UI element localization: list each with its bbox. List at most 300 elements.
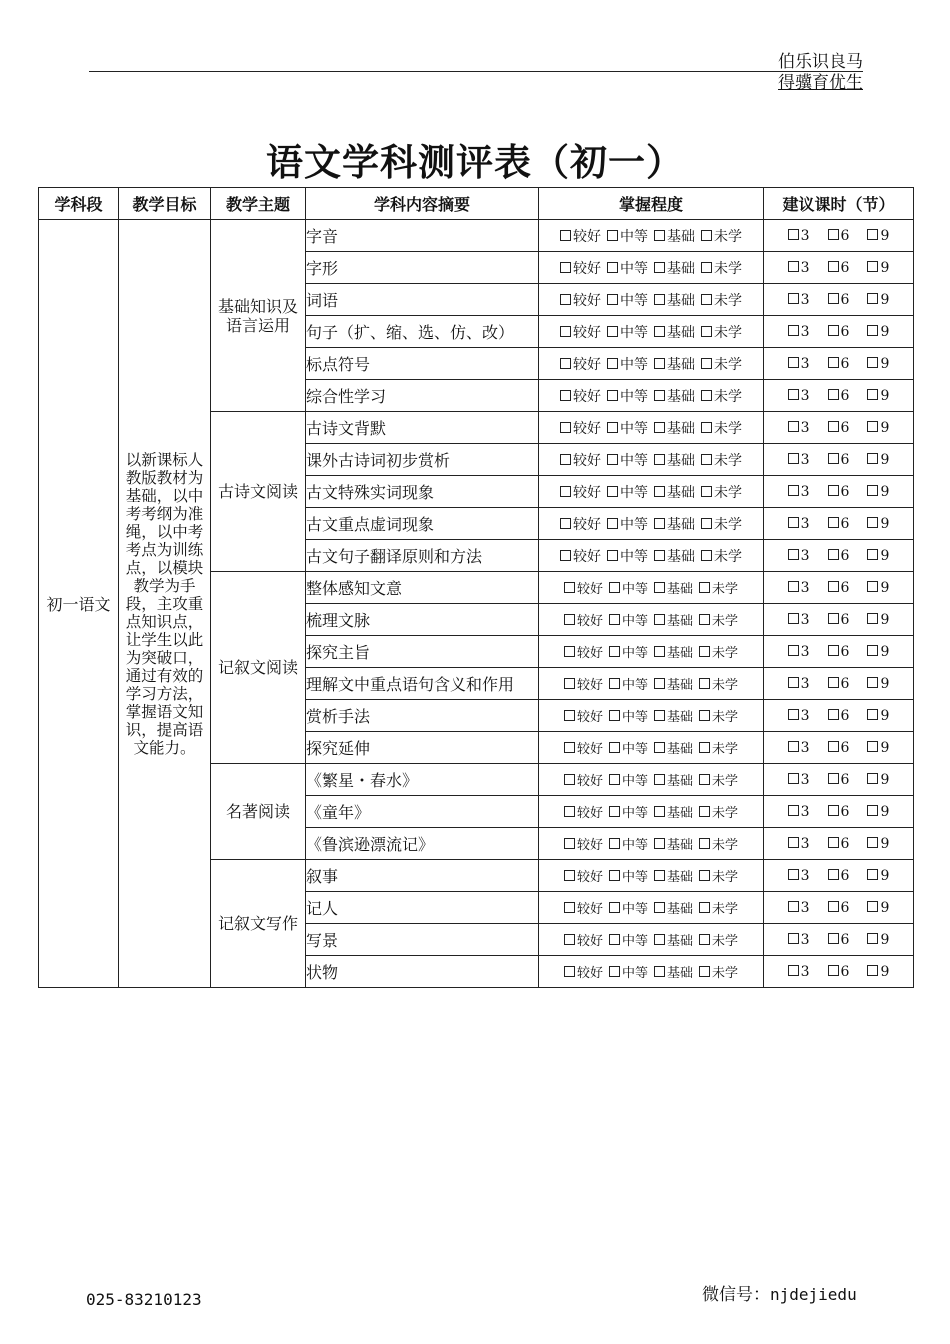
hours-option[interactable] <box>867 932 889 948</box>
hours-option[interactable] <box>828 836 850 852</box>
checkbox-icon[interactable] <box>788 677 799 688</box>
checkbox-icon[interactable] <box>699 646 710 657</box>
checkbox-icon[interactable] <box>654 582 665 593</box>
hours-option[interactable] <box>828 612 850 628</box>
checkbox-icon[interactable] <box>828 293 839 304</box>
checkbox-icon[interactable] <box>867 421 878 432</box>
checkbox-icon[interactable] <box>867 741 878 752</box>
checkbox-icon[interactable] <box>564 614 575 625</box>
mastery-option[interactable] <box>609 706 648 725</box>
checkbox-icon[interactable] <box>609 838 620 849</box>
checkbox-icon[interactable] <box>701 358 712 369</box>
mastery-option[interactable] <box>701 482 742 502</box>
checkbox-icon[interactable] <box>867 837 878 848</box>
checkbox-icon[interactable] <box>788 901 799 912</box>
checkbox-icon[interactable] <box>701 454 712 465</box>
mastery-option[interactable] <box>654 770 693 789</box>
hours-option[interactable] <box>788 260 810 276</box>
checkbox-icon[interactable] <box>564 966 575 977</box>
hours-option[interactable] <box>867 612 889 628</box>
checkbox-icon[interactable] <box>654 326 665 337</box>
mastery-option[interactable] <box>699 738 738 757</box>
checkbox-icon[interactable] <box>788 293 799 304</box>
checkbox-icon[interactable] <box>609 870 620 881</box>
mastery-option[interactable] <box>607 546 648 566</box>
checkbox-icon[interactable] <box>654 262 665 273</box>
checkbox-icon[interactable] <box>564 582 575 593</box>
checkbox-icon[interactable] <box>609 582 620 593</box>
checkbox-icon[interactable] <box>828 837 839 848</box>
checkbox-icon[interactable] <box>560 326 571 337</box>
hours-option[interactable] <box>867 516 889 532</box>
checkbox-icon[interactable] <box>654 646 665 657</box>
mastery-option[interactable] <box>564 738 603 757</box>
checkbox-icon[interactable] <box>701 390 712 401</box>
checkbox-icon[interactable] <box>867 645 878 656</box>
checkbox-icon[interactable] <box>560 454 571 465</box>
hours-option[interactable] <box>867 836 889 852</box>
mastery-option[interactable] <box>654 322 695 342</box>
checkbox-icon[interactable] <box>867 549 878 560</box>
mastery-option[interactable] <box>560 418 601 438</box>
mastery-option[interactable] <box>654 930 693 949</box>
checkbox-icon[interactable] <box>699 710 710 721</box>
checkbox-icon[interactable] <box>654 294 665 305</box>
checkbox-icon[interactable] <box>609 902 620 913</box>
mastery-option[interactable] <box>654 258 695 278</box>
checkbox-icon[interactable] <box>788 229 799 240</box>
mastery-option[interactable] <box>609 898 648 917</box>
mastery-option[interactable] <box>654 610 693 629</box>
checkbox-icon[interactable] <box>788 517 799 528</box>
checkbox-icon[interactable] <box>701 550 712 561</box>
checkbox-icon[interactable] <box>654 358 665 369</box>
checkbox-icon[interactable] <box>788 549 799 560</box>
checkbox-icon[interactable] <box>828 261 839 272</box>
mastery-option[interactable] <box>564 930 603 949</box>
mastery-option[interactable] <box>609 610 648 629</box>
checkbox-icon[interactable] <box>699 966 710 977</box>
hours-option[interactable] <box>867 900 889 916</box>
checkbox-icon[interactable] <box>699 614 710 625</box>
mastery-option[interactable] <box>607 450 648 470</box>
hours-option[interactable] <box>867 484 889 500</box>
mastery-option[interactable] <box>654 802 693 821</box>
checkbox-icon[interactable] <box>867 229 878 240</box>
hours-option[interactable] <box>867 708 889 724</box>
checkbox-icon[interactable] <box>788 933 799 944</box>
checkbox-icon[interactable] <box>867 293 878 304</box>
mastery-option[interactable] <box>699 770 738 789</box>
checkbox-icon[interactable] <box>867 709 878 720</box>
mastery-option[interactable] <box>607 482 648 502</box>
checkbox-icon[interactable] <box>654 742 665 753</box>
mastery-option[interactable] <box>654 418 695 438</box>
hours-option[interactable] <box>788 804 810 820</box>
mastery-option[interactable] <box>699 802 738 821</box>
mastery-option[interactable] <box>654 642 693 661</box>
mastery-option[interactable] <box>701 290 742 310</box>
checkbox-icon[interactable] <box>867 869 878 880</box>
checkbox-icon[interactable] <box>788 485 799 496</box>
checkbox-icon[interactable] <box>788 773 799 784</box>
checkbox-icon[interactable] <box>654 774 665 785</box>
checkbox-icon[interactable] <box>564 870 575 881</box>
checkbox-icon[interactable] <box>654 710 665 721</box>
checkbox-icon[interactable] <box>609 646 620 657</box>
checkbox-icon[interactable] <box>788 325 799 336</box>
checkbox-icon[interactable] <box>654 518 665 529</box>
mastery-option[interactable] <box>560 290 601 310</box>
checkbox-icon[interactable] <box>607 486 618 497</box>
checkbox-icon[interactable] <box>654 422 665 433</box>
checkbox-icon[interactable] <box>607 230 618 241</box>
checkbox-icon[interactable] <box>560 550 571 561</box>
hours-option[interactable] <box>867 580 889 596</box>
mastery-option[interactable] <box>654 706 693 725</box>
checkbox-icon[interactable] <box>560 358 571 369</box>
checkbox-icon[interactable] <box>788 709 799 720</box>
checkbox-icon[interactable] <box>607 518 618 529</box>
mastery-option[interactable] <box>564 898 603 917</box>
hours-option[interactable] <box>828 484 850 500</box>
mastery-option[interactable] <box>701 418 742 438</box>
mastery-option[interactable] <box>701 258 742 278</box>
hours-option[interactable] <box>788 292 810 308</box>
checkbox-icon[interactable] <box>560 518 571 529</box>
mastery-option[interactable] <box>654 226 695 246</box>
checkbox-icon[interactable] <box>654 550 665 561</box>
checkbox-icon[interactable] <box>828 773 839 784</box>
mastery-option[interactable] <box>564 770 603 789</box>
checkbox-icon[interactable] <box>609 806 620 817</box>
mastery-option[interactable] <box>609 738 648 757</box>
hours-option[interactable] <box>867 676 889 692</box>
hours-option[interactable] <box>828 228 850 244</box>
checkbox-icon[interactable] <box>788 421 799 432</box>
mastery-option[interactable] <box>564 802 603 821</box>
checkbox-icon[interactable] <box>699 806 710 817</box>
mastery-option[interactable] <box>699 930 738 949</box>
checkbox-icon[interactable] <box>564 902 575 913</box>
mastery-option[interactable] <box>699 642 738 661</box>
hours-option[interactable] <box>828 676 850 692</box>
hours-option[interactable] <box>788 612 810 628</box>
mastery-option[interactable] <box>654 834 693 853</box>
hours-option[interactable] <box>828 260 850 276</box>
checkbox-icon[interactable] <box>867 517 878 528</box>
hours-option[interactable] <box>828 324 850 340</box>
checkbox-icon[interactable] <box>607 422 618 433</box>
hours-option[interactable] <box>828 516 850 532</box>
checkbox-icon[interactable] <box>654 966 665 977</box>
checkbox-icon[interactable] <box>867 453 878 464</box>
checkbox-icon[interactable] <box>560 486 571 497</box>
mastery-option[interactable] <box>560 322 601 342</box>
checkbox-icon[interactable] <box>564 774 575 785</box>
hours-option[interactable] <box>867 740 889 756</box>
mastery-option[interactable] <box>560 226 601 246</box>
mastery-option[interactable] <box>609 962 648 981</box>
hours-option[interactable] <box>788 452 810 468</box>
mastery-option[interactable] <box>607 258 648 278</box>
mastery-option[interactable] <box>699 962 738 981</box>
mastery-option[interactable] <box>654 386 695 406</box>
hours-option[interactable] <box>867 420 889 436</box>
checkbox-icon[interactable] <box>701 326 712 337</box>
mastery-option[interactable] <box>701 450 742 470</box>
mastery-option[interactable] <box>609 674 648 693</box>
mastery-option[interactable] <box>609 770 648 789</box>
checkbox-icon[interactable] <box>867 389 878 400</box>
mastery-option[interactable] <box>609 866 648 885</box>
mastery-option[interactable] <box>564 642 603 661</box>
mastery-option[interactable] <box>607 354 648 374</box>
mastery-option[interactable] <box>564 674 603 693</box>
checkbox-icon[interactable] <box>701 230 712 241</box>
hours-option[interactable] <box>788 676 810 692</box>
mastery-option[interactable] <box>654 962 693 981</box>
mastery-option[interactable] <box>654 482 695 502</box>
hours-option[interactable] <box>867 804 889 820</box>
mastery-option[interactable] <box>699 706 738 725</box>
hours-option[interactable] <box>867 772 889 788</box>
checkbox-icon[interactable] <box>564 678 575 689</box>
mastery-option[interactable] <box>654 354 695 374</box>
hours-option[interactable] <box>828 420 850 436</box>
hours-option[interactable] <box>788 420 810 436</box>
hours-option[interactable] <box>788 580 810 596</box>
checkbox-icon[interactable] <box>654 870 665 881</box>
hours-option[interactable] <box>828 932 850 948</box>
mastery-option[interactable] <box>609 802 648 821</box>
checkbox-icon[interactable] <box>699 902 710 913</box>
hours-option[interactable] <box>788 324 810 340</box>
mastery-option[interactable] <box>701 386 742 406</box>
checkbox-icon[interactable] <box>788 805 799 816</box>
hours-option[interactable] <box>828 452 850 468</box>
checkbox-icon[interactable] <box>607 262 618 273</box>
checkbox-icon[interactable] <box>699 678 710 689</box>
checkbox-icon[interactable] <box>788 453 799 464</box>
mastery-option[interactable] <box>564 578 603 597</box>
checkbox-icon[interactable] <box>564 742 575 753</box>
hours-option[interactable] <box>828 388 850 404</box>
checkbox-icon[interactable] <box>828 901 839 912</box>
checkbox-icon[interactable] <box>560 230 571 241</box>
checkbox-icon[interactable] <box>828 485 839 496</box>
hours-option[interactable] <box>788 772 810 788</box>
mastery-option[interactable] <box>654 674 693 693</box>
checkbox-icon[interactable] <box>699 774 710 785</box>
mastery-option[interactable] <box>609 642 648 661</box>
checkbox-icon[interactable] <box>654 806 665 817</box>
hours-option[interactable] <box>828 644 850 660</box>
checkbox-icon[interactable] <box>828 933 839 944</box>
checkbox-icon[interactable] <box>701 294 712 305</box>
hours-option[interactable] <box>788 900 810 916</box>
hours-option[interactable] <box>867 324 889 340</box>
mastery-option[interactable] <box>560 450 601 470</box>
mastery-option[interactable] <box>654 866 693 885</box>
checkbox-icon[interactable] <box>867 805 878 816</box>
checkbox-icon[interactable] <box>788 869 799 880</box>
checkbox-icon[interactable] <box>788 645 799 656</box>
checkbox-icon[interactable] <box>828 325 839 336</box>
checkbox-icon[interactable] <box>867 581 878 592</box>
mastery-option[interactable] <box>701 226 742 246</box>
hours-option[interactable] <box>867 292 889 308</box>
checkbox-icon[interactable] <box>701 486 712 497</box>
hours-option[interactable] <box>828 292 850 308</box>
checkbox-icon[interactable] <box>609 774 620 785</box>
hours-option[interactable] <box>867 260 889 276</box>
checkbox-icon[interactable] <box>607 326 618 337</box>
hours-option[interactable] <box>828 356 850 372</box>
checkbox-icon[interactable] <box>828 805 839 816</box>
hours-option[interactable] <box>788 388 810 404</box>
mastery-option[interactable] <box>654 738 693 757</box>
mastery-option[interactable] <box>699 898 738 917</box>
checkbox-icon[interactable] <box>828 965 839 976</box>
checkbox-icon[interactable] <box>699 838 710 849</box>
mastery-option[interactable] <box>609 834 648 853</box>
hours-option[interactable] <box>828 804 850 820</box>
hours-option[interactable] <box>788 932 810 948</box>
mastery-option[interactable] <box>560 546 601 566</box>
checkbox-icon[interactable] <box>788 357 799 368</box>
hours-option[interactable] <box>828 548 850 564</box>
hours-option[interactable] <box>828 964 850 980</box>
checkbox-icon[interactable] <box>699 582 710 593</box>
checkbox-icon[interactable] <box>560 262 571 273</box>
mastery-option[interactable] <box>607 386 648 406</box>
mastery-option[interactable] <box>564 866 603 885</box>
mastery-option[interactable] <box>699 610 738 629</box>
mastery-option[interactable] <box>560 354 601 374</box>
checkbox-icon[interactable] <box>654 614 665 625</box>
checkbox-icon[interactable] <box>699 934 710 945</box>
hours-option[interactable] <box>788 644 810 660</box>
checkbox-icon[interactable] <box>867 773 878 784</box>
checkbox-icon[interactable] <box>788 741 799 752</box>
checkbox-icon[interactable] <box>609 710 620 721</box>
hours-option[interactable] <box>828 580 850 596</box>
checkbox-icon[interactable] <box>701 262 712 273</box>
checkbox-icon[interactable] <box>788 965 799 976</box>
hours-option[interactable] <box>867 644 889 660</box>
hours-option[interactable] <box>828 900 850 916</box>
mastery-option[interactable] <box>654 450 695 470</box>
checkbox-icon[interactable] <box>607 550 618 561</box>
mastery-option[interactable] <box>607 290 648 310</box>
hours-option[interactable] <box>788 228 810 244</box>
checkbox-icon[interactable] <box>828 645 839 656</box>
mastery-option[interactable] <box>564 610 603 629</box>
checkbox-icon[interactable] <box>828 549 839 560</box>
checkbox-icon[interactable] <box>701 518 712 529</box>
mastery-option[interactable] <box>699 578 738 597</box>
hours-option[interactable] <box>788 964 810 980</box>
checkbox-icon[interactable] <box>564 710 575 721</box>
hours-option[interactable] <box>788 868 810 884</box>
checkbox-icon[interactable] <box>560 294 571 305</box>
mastery-option[interactable] <box>560 514 601 534</box>
mastery-option[interactable] <box>607 226 648 246</box>
hours-option[interactable] <box>867 228 889 244</box>
checkbox-icon[interactable] <box>828 517 839 528</box>
checkbox-icon[interactable] <box>609 934 620 945</box>
mastery-option[interactable] <box>654 898 693 917</box>
checkbox-icon[interactable] <box>828 229 839 240</box>
hours-option[interactable] <box>828 772 850 788</box>
mastery-option[interactable] <box>654 514 695 534</box>
checkbox-icon[interactable] <box>867 357 878 368</box>
mastery-option[interactable] <box>560 482 601 502</box>
checkbox-icon[interactable] <box>788 837 799 848</box>
hours-option[interactable] <box>867 548 889 564</box>
checkbox-icon[interactable] <box>828 421 839 432</box>
checkbox-icon[interactable] <box>788 389 799 400</box>
checkbox-icon[interactable] <box>828 357 839 368</box>
hours-option[interactable] <box>828 708 850 724</box>
checkbox-icon[interactable] <box>828 613 839 624</box>
mastery-option[interactable] <box>701 514 742 534</box>
hours-option[interactable] <box>867 356 889 372</box>
hours-option[interactable] <box>788 516 810 532</box>
checkbox-icon[interactable] <box>699 742 710 753</box>
checkbox-icon[interactable] <box>607 390 618 401</box>
checkbox-icon[interactable] <box>654 390 665 401</box>
checkbox-icon[interactable] <box>788 613 799 624</box>
checkbox-icon[interactable] <box>560 422 571 433</box>
checkbox-icon[interactable] <box>828 741 839 752</box>
checkbox-icon[interactable] <box>609 678 620 689</box>
hours-option[interactable] <box>788 836 810 852</box>
mastery-option[interactable] <box>609 930 648 949</box>
checkbox-icon[interactable] <box>828 869 839 880</box>
checkbox-icon[interactable] <box>607 358 618 369</box>
checkbox-icon[interactable] <box>828 677 839 688</box>
mastery-option[interactable] <box>609 578 648 597</box>
hours-option[interactable] <box>867 452 889 468</box>
checkbox-icon[interactable] <box>867 261 878 272</box>
hours-option[interactable] <box>788 484 810 500</box>
checkbox-icon[interactable] <box>607 454 618 465</box>
mastery-option[interactable] <box>607 418 648 438</box>
checkbox-icon[interactable] <box>788 581 799 592</box>
mastery-option[interactable] <box>654 546 695 566</box>
mastery-option[interactable] <box>607 322 648 342</box>
checkbox-icon[interactable] <box>867 901 878 912</box>
mastery-option[interactable] <box>564 962 603 981</box>
mastery-option[interactable] <box>560 258 601 278</box>
checkbox-icon[interactable] <box>564 806 575 817</box>
checkbox-icon[interactable] <box>699 870 710 881</box>
hours-option[interactable] <box>788 708 810 724</box>
checkbox-icon[interactable] <box>788 261 799 272</box>
checkbox-icon[interactable] <box>564 934 575 945</box>
checkbox-icon[interactable] <box>828 453 839 464</box>
hours-option[interactable] <box>867 964 889 980</box>
mastery-option[interactable] <box>654 290 695 310</box>
checkbox-icon[interactable] <box>609 966 620 977</box>
mastery-option[interactable] <box>560 386 601 406</box>
checkbox-icon[interactable] <box>654 838 665 849</box>
checkbox-icon[interactable] <box>828 581 839 592</box>
checkbox-icon[interactable] <box>867 677 878 688</box>
mastery-option[interactable] <box>699 834 738 853</box>
